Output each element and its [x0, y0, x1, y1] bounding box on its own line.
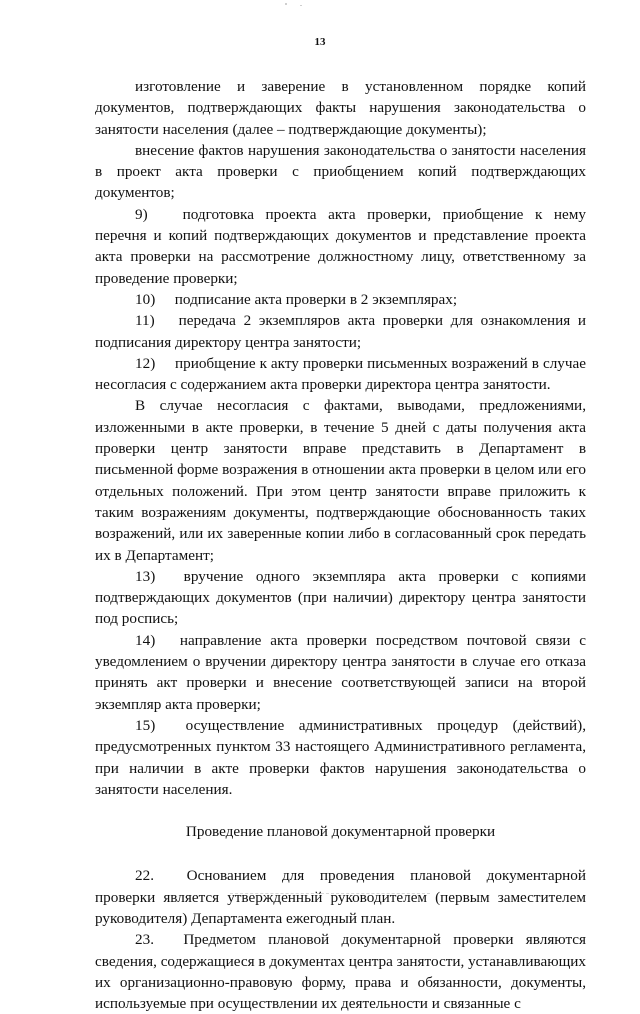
clause-text: Основанием для проведения плановой документарной проверки является утвержденный руководителем (первым заместителем руководителя) Департамента ежегодный план.: [95, 867, 587, 927]
list-item: [95, 353, 586, 396]
clause-number: 22.: [135, 867, 154, 885]
list-item: [95, 289, 586, 310]
paragraph: [95, 140, 586, 204]
list-item: [95, 630, 586, 715]
list-item-number: 12): [135, 354, 156, 372]
clause: [95, 865, 586, 929]
list-item-text: приобщение к акту проверки письменных возражений в случае несогласия с содержанием акта проверки директора центра занятости.: [95, 354, 586, 394]
list-item-number: 13): [135, 567, 156, 585]
list-item: [95, 204, 586, 289]
paragraph: [95, 395, 586, 565]
scan-artifact: [285, 3, 287, 5]
clause-text: Предметом плановой документарной проверки являются сведения, содержащиеся в документах центра занятости, устанавливающих их организационно-правовую форму, права и обязанности, документы, используемые при осуществлении их деятельности и связанные с: [95, 931, 587, 1013]
paragraph-text: внесение фактов нарушения законодательства о занятости населения в проект акта проверки с приобщением копий подтверждающих документов;: [95, 141, 586, 202]
list-item-text: вручение одного экземпляра акта проверки с копиями подтверждающих документов (при наличии) директору центра занятости под роспись;: [95, 567, 586, 628]
list-item-text: направление акта проверки посредством почтовой связи с уведомлением о вручении директору центра занятости в случае его отказа принять акт проверки и внесение соответствующей записи на второй экземпляр акта проверки;: [95, 631, 586, 713]
list-item-number: 11): [135, 312, 155, 330]
scan-artifact: [300, 5, 302, 6]
scan-edge-line: [230, 893, 430, 894]
clause-number: 23.: [135, 931, 154, 949]
document-body: [95, 76, 586, 1014]
list-item-text: передача 2 экземпляров акта проверки для ознакомления и подписания директору центра занятости;: [95, 312, 586, 351]
list-item-number: 9): [135, 205, 148, 223]
paragraph-text: изготовление и заверение в установленном порядке копий документов, подтверждающих факты нарушения законодательства о занятости населения (далее – подтверждающие документы);: [95, 78, 586, 138]
list-item-text: подготовка проекта акта проверки, приобщение к нему перечня и копий подтверждающих документов и представление проекта акта проверки на рассмотрение должностному лицу, ответственному за проведение проверки;: [95, 205, 587, 287]
clause: [95, 929, 586, 1014]
list-item-number: 15): [135, 716, 156, 734]
list-item-number: 14): [135, 631, 156, 649]
list-item: [95, 715, 586, 800]
list-item-number: 10): [135, 290, 156, 308]
list-item: [95, 310, 586, 353]
list-item-text: осуществление административных процедур (действий), предусмотренных пунктом 33 настоящего Административного регламента, при наличии в акте проверки фактов нарушения законодательства о занятости населения.: [95, 716, 586, 798]
section-heading: Проведение плановой документарной проверки: [185, 823, 496, 841]
list-item: [95, 566, 586, 630]
paragraph: [95, 76, 586, 140]
page-number: 13: [314, 36, 326, 48]
paragraph-text: В случае несогласия с фактами, выводами, предложениями, изложенными в акте проверки, в течение 5 дней с даты получения акта проверки центр занятости вправе представить в Департамент в письменной форме возражения в отношении акта проверки в целом или его отдельных положений. При этом центр занятости вправе приложить к таким возражениям документы, подтверждающие обоснованность таких возражений, или их заверенные копии либо в согласованный срок передать их в Департамент;: [95, 397, 586, 564]
list-item-text: подписание акта проверки в 2 экземплярах;: [174, 290, 458, 308]
